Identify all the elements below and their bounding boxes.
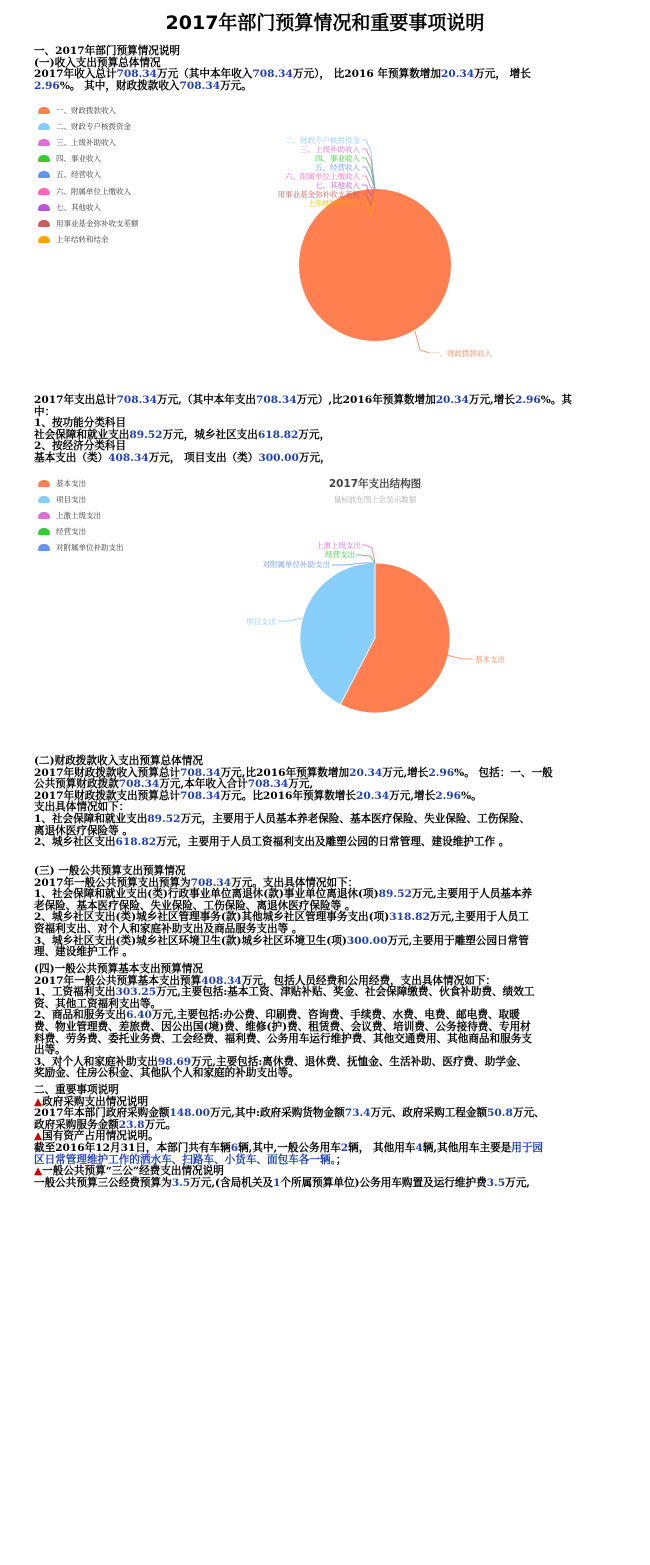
section-fiscal-appropriation — [34, 756, 640, 849]
heading-procurement: ▲政府采购支出情况说明 — [34, 1095, 149, 1108]
procurement-line: 2017年本部门政府采购金额148.00万元,其中:政府采购货物金额73.4万元、政府采购工程金额50.8万元、 — [34, 1107, 545, 1120]
procurement-line-2: 政府采购服务金额23.8万元。 — [34, 1118, 177, 1131]
expense-chart-title: 2017年支出结构图 — [328, 478, 422, 490]
section-important-matters — [34, 1085, 640, 1189]
heading-general-public-budget: (三) 一般公共预算支出预算情况 — [34, 865, 186, 877]
income-slice-label: 五、经营收入 — [315, 163, 360, 172]
income-slice-label: 七、其他收入 — [315, 181, 360, 190]
expense-detail-heading: 支出具体情况如下： — [34, 801, 130, 814]
expense-slice-label: 对附属单位补助支出 — [262, 560, 330, 569]
social-security-line-2: 离退休医疗保险等 。 — [34, 824, 134, 837]
general-budget-line: 2017年一般公共预算支出预算为708.34万元。支出具体情况如下： — [34, 876, 359, 889]
income-growth-line: 2.96%。 其中，财政拨款收入708.34万元。 — [34, 79, 252, 92]
income-slice-label: 上年结转和结余 — [307, 199, 360, 208]
legend-label: 五、经营收入 — [56, 170, 101, 180]
family-subsidy-line-2: 奖励金、住房公积金、其他队个人和家庭的补助支出等。 — [34, 1067, 299, 1080]
income-total-line: 2017年收入总计708.34万元（其中本年收入708.34万元）， 比2016 年预算数增加20.34万元， 增长 — [34, 68, 531, 81]
legend-label: 对附属单位补助支出 — [56, 543, 124, 553]
expense-slice-label: 基本支出 — [475, 655, 505, 664]
economic-classification-line: 基本支出（类）408.34万元， 项目支出（类）300.00万元， — [34, 451, 331, 464]
expense-slice-label: 上激上级支出 — [316, 541, 361, 550]
fiscal-expense-line: 2017年财政拨款支出预算总计708.34万元。比2016年预算数增长20.34万元,增长2.96%。 — [34, 789, 482, 802]
environment-sanitation-line: 3、城乡社区支出(类)城乡社区环境卫生(款)城乡社区环境卫生(项)300.00万元,主要用于雕塑公园日常管 — [34, 934, 529, 947]
income-slice-fiscal[interactable] — [299, 189, 451, 341]
expense-slice-label: 项目支出 — [246, 617, 276, 626]
community-management-line-2: 资福利支出、对个人和家庭补助支出及商品服务支出等 。 — [34, 922, 303, 935]
salary-welfare-line-2: 资、其他工资福利支出等。 — [34, 997, 162, 1010]
goods-services-line: 2、商品和服务支出6.40万元,主要包括:办公费、印刷费、咨询费、手续费、水费、电费、邮电费、取暖 — [34, 1009, 520, 1022]
social-security-line: 1、社会保障和就业支出89.52万元，主要用于人员基本养老保险、基本医疗保险、失业保险、工伤保险、 — [34, 812, 531, 825]
income-slice-label: 二、财政专户核拨资金 — [285, 136, 360, 145]
legend-label: 七、其他收入 — [56, 202, 101, 212]
salary-welfare-line: 1、工资福利支出303.25万元,主要包括:基本工资、津贴补贴、奖金、社会保障缴费、伙食补助费、绩效工 — [34, 986, 535, 999]
retirement-line: 1、社会保障和就业支出(类)行政事业单位离退休(款)事业单位离退休(项)89.52万元,主要用于人员基本养 — [34, 888, 533, 901]
legend-label: 基本支出 — [56, 478, 86, 488]
legend-label: 三、上级补助收入 — [56, 137, 116, 147]
legend-label: 上激上级支出 — [56, 510, 101, 520]
income-slice-label: 三、上级补助收入 — [300, 145, 360, 154]
section-basic-expense — [34, 964, 640, 1080]
expense-chart-subtitle: 鼠标放在图上会显示数据 — [333, 495, 417, 504]
expense-label-line — [356, 555, 375, 563]
heading-three-public: ▲一般公共预算“三公”经费支出情况说明 — [34, 1165, 224, 1178]
goods-services-line-3: 料费、劳务费、委托业务费、工会经费、福利费、公务用车运行维护费、其他交通费用、其他商品和服务支 — [34, 1032, 532, 1045]
expense-total-line: 2017年支出总计708.34万元,（其中本年支出708.34万元）,比2016年预算数增加20.34万元,增长2.96%。其 — [34, 394, 573, 406]
fiscal-income-line: 2017年财政拨款收入预算总计708.34万元,比2016年预算数增加20.34万元,增长2.96%。 包括：一、一般 — [34, 766, 553, 779]
expense-pie-chart — [0, 460, 650, 760]
basic-expense-line: 2017年一般公共预算基本支出预算408.34万元，包括人员经费和公用经费，支出具体情况如下： — [34, 974, 496, 987]
expense-label-line — [278, 618, 302, 621]
legend-label: 四、事业收入 — [56, 154, 101, 164]
economic-classification-heading: 2、按经济分类科目 — [34, 440, 127, 453]
urban-community-line: 2、城乡社区支出618.82万元，主要用于人员工资福利支出及雕塑公园的日常管理、建设维护工作 。 — [34, 836, 510, 849]
heading-state-assets: ▲国有资产占用情况说明。 — [34, 1130, 159, 1143]
heading-income-expense: (一)收入支出预算总体情况 — [34, 56, 161, 69]
income-slice-label: 一、财政拨款收入 — [432, 349, 492, 358]
three-public-line: 一般公共预算三公经费预算为3.5万元,(含局机关及1个所属预算单位)公务用车购置及运行维护费3.5万元, — [34, 1176, 531, 1189]
income-slice-label: 六、附属单位上缴收入 — [285, 172, 360, 181]
income-slice-label: 用事业基金弥补收支差额 — [277, 190, 360, 199]
income-slice-label: 四、事业收入 — [315, 154, 360, 163]
functional-classification-heading: 1、按功能分类科目 — [34, 417, 127, 430]
retirement-line-2: 老保险、基本医疗保险、失业保险、工伤保险、离退休医疗保险等 。 — [34, 899, 356, 912]
legend-label: 上年结转和结余 — [56, 235, 109, 245]
functional-classification-line: 社会保障和就业支出89.52万元，城乡社区支出618.82万元， — [34, 428, 331, 441]
family-subsidy-line: 3、对个人和家庭补助支出98.69万元,主要包括:离休费、退休费、抚恤金、生活补助、医疗费、助学金、 — [34, 1055, 528, 1068]
legend-label: 用事业基金弥补收支差额 — [56, 218, 139, 228]
heading-budget-overview: 一、2017年部门预算情况说明 — [34, 45, 181, 57]
income-pie-chart — [0, 0, 650, 370]
goods-services-line-4: 出等。 — [34, 1044, 66, 1057]
heading-basic-expense: (四)一般公共预算基本支出预算情况 — [34, 963, 203, 975]
legend-label: 经营支出 — [56, 527, 86, 537]
fiscal-income-line-2: 公共预算财政拨款708.34万元,本年收入合计708.34万元, — [34, 778, 314, 791]
legend-label: 项目支出 — [56, 494, 86, 504]
income-label-line — [415, 331, 430, 353]
community-management-line: 2、城乡社区支出(类)城乡社区管理事务(款)其他城乡社区管理事务支出(项)318.82万元,主要用于人员工 — [34, 911, 529, 924]
expense-total-line-2: 中： — [34, 405, 56, 418]
environment-sanitation-line-2: 理、建设维护工作 。 — [34, 946, 134, 959]
page-title: 2017年部门预算情况和重要事项说明 — [165, 12, 485, 34]
section-expense-total — [34, 395, 640, 465]
heading-important-matters: 二、重要事项说明 — [34, 1084, 119, 1096]
legend-label: 一、财政拨款收入 — [56, 105, 116, 115]
goods-services-line-2: 费、物业管理费、差旅费、因公出国(境)费、维修(护)费、租赁费、会议费、培训费、公务接待费、专用材 — [34, 1020, 531, 1033]
vehicles-line: 截至2016年12月31日，本部门共有车辆6辆,其中,一般公务用车2辆， 其他用车4辆,其他用车主要是用于园 — [34, 1141, 544, 1154]
legend-label: 六、附属单位上缴收入 — [56, 186, 131, 196]
heading-fiscal-appropriation: (二)财政拨款收入支出预算总体情况 — [34, 755, 203, 767]
vehicles-line-2: 区日常管理维护工作的洒水车、扫路车、小货车、面包车各一辆。； — [34, 1153, 347, 1166]
expense-label-line — [447, 655, 472, 659]
expense-slice-label: 经营支出 — [325, 550, 355, 559]
legend-label: 二、财政专户核拨资金 — [56, 121, 131, 131]
section-general-public-budget — [34, 866, 640, 959]
